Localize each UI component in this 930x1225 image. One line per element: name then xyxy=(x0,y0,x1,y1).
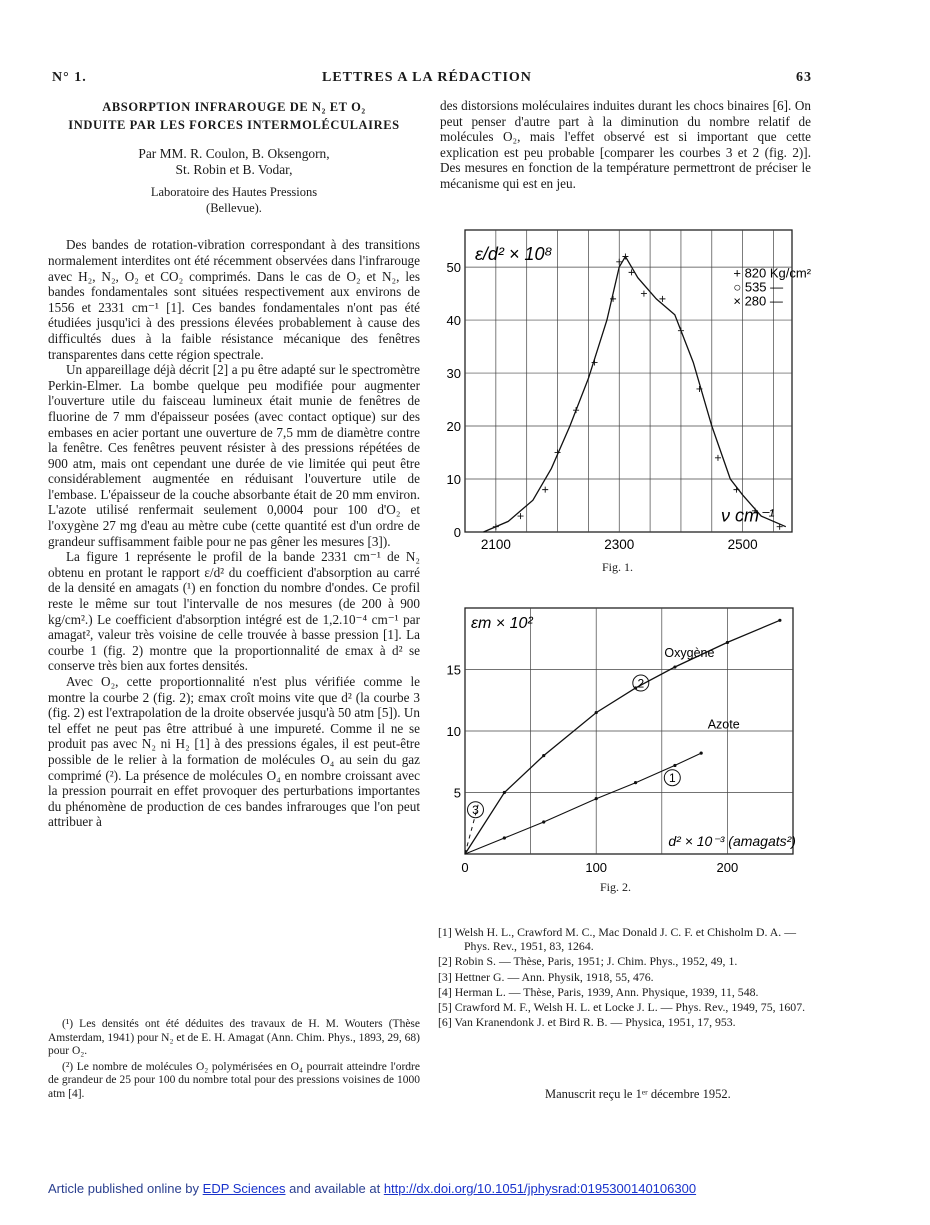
fig2-data-point xyxy=(673,665,676,668)
affiliation xyxy=(48,185,420,216)
page-header-center: LETTRES A LA RÉDACTION xyxy=(322,70,532,85)
reference-2: [2] Robin S. — Thèse, Paris, 1951; J. Chim. Phys., 1952, 49, 1. xyxy=(438,954,738,969)
fig2-data-point xyxy=(595,711,598,714)
fig1-data-point xyxy=(659,296,665,302)
fig2-ylabel: εm × 10² xyxy=(471,615,533,632)
fig1-ytick-label: 40 xyxy=(446,313,461,329)
fig2-ytick-label: 5 xyxy=(453,785,461,801)
figure-1 xyxy=(440,222,820,562)
footer-prefix: Article published online by xyxy=(48,1181,203,1196)
paragraph-1: Des bandes de rotation-vibration correspondant à des transitions normalement interdites ont été récemment observées dans l'infrarouge avec H₂, N₂, O₂ et CO₂ comprimés. Dans le cas de O₂ et N₂, les bandes fondamentales sont situées respectivement aux environs de 1556 et 2331 cm⁻¹ [1]. Ces bandes fondamentales n'ont pas été étudiées jusqu'ici à des pressions élevées probablement à cause des difficultés dues à la faible résistance mécanique des fenêtres transparentes dans cette région spectrale. xyxy=(48,237,420,362)
footnote-2: (²) Le nombre de molécules O₂ polymérisées en O₄ pourrait atteindre l'ordre de grandeur de 25 pour 100 du nombre total pour des pressions voisines de 1000 atm [4]. xyxy=(48,1060,420,1100)
fig2-xtick-label: 200 xyxy=(716,860,739,875)
left-column xyxy=(48,98,420,830)
paragraph-3: La figure 1 représente le profil de la bande 2331 cm⁻¹ de N₂ obtenu en protant le rapport ε/d² du coefficient d'absorption au carré de la densité en amagats (¹) en fonction du nombre d'ondes. Ce profil reste le même sur tout l'intervalle de nos mesures (de 200 à 900 kg/cm².) Le coefficient d'absorption intégré est de 1,2.10⁻⁴ cm⁻¹ par amagat², valeur très voisine de celle trouvée à basse pression [1]. La courbe 1 (fig. 2) montre que la proportionnalité de εmax à d² se conserve très bien aux fortes densités. xyxy=(48,549,420,674)
fig1-legend-entry: + 820 Kg/cm² xyxy=(733,265,812,281)
title-line-1: ABSORPTION INFRAROUGE DE N₂ ET O₂ xyxy=(102,100,366,114)
authors xyxy=(48,146,420,177)
publication-footer xyxy=(48,1181,696,1196)
paragraph-5: des distorsions moléculaires induites durant les chocs binaires [6]. On peut penser d'autre part à la diminution du nombre relatif de molécules O₂, mais l'effet observé est si important que cette explication est peu probable [comparer les courbes 3 et 2 (fig. 2)]. Des mesures en fonction de la température permettront de préciser le mécanisme qui est en jeu. xyxy=(440,98,811,191)
edp-sciences-link[interactable]: EDP Sciences xyxy=(202,1181,286,1196)
fig2-curve-number: 1 xyxy=(668,771,676,786)
fig2-data-point xyxy=(542,754,545,757)
affiliation-line-1: Laboratoire des Hautes Pressions xyxy=(150,185,318,200)
fig1-data-point xyxy=(573,407,579,413)
references xyxy=(438,925,812,1030)
doi-link[interactable]: http://dx.doi.org/10.1051/jphysrad:0195300140106300 xyxy=(383,1181,697,1196)
fig1-ytick-label: 50 xyxy=(446,260,461,276)
fig1-data-point xyxy=(641,291,647,297)
authors-line-1: Par MM. R. Coulon, B. Oksengorn, xyxy=(138,146,330,161)
fig1-legend-entry: × 280 — xyxy=(733,293,783,309)
reference-5: [5] Crawford M. F., Welsh H. L. et Locke J. L. — Phys. Rev., 1949, 75, 1607. xyxy=(438,1000,806,1015)
reference-6: [6] Van Kranendonk J. et Bird R. B. — Physica, 1951, 17, 953. xyxy=(438,1015,736,1030)
fig2-ytick-label: 15 xyxy=(446,662,461,678)
footer-middle: and available at xyxy=(285,1181,384,1196)
footnote-1: (¹) Les densités ont été déduites des travaux de H. M. Wouters (Thèse Amsterdam, 1941) pour N₂ et de E. H. Amagat (Ann. Chim. Phys., 1893, 29, 68) pour O₂. xyxy=(48,1018,420,1057)
fig1-ytick-label: 20 xyxy=(446,419,461,435)
fig1-legend-entry: ○ 535 — xyxy=(733,279,784,295)
fig1-xlabel: ν cm⁻¹ xyxy=(721,505,775,526)
paragraph-4: Avec O₂, cette proportionnalité n'est plus vérifiée comme le montre la courbe 2 (fig. 2); εmax croît moins vite que d² (la courbe 3 (fig. 2) est l'extrapolation de la droite observée jusqu'à 50 atm [5]). Un tel effet ne peut pas être attribué à une impureté. Comme il ne se produit pas avec N₂ ni H₂ [1] à des pressions égales, il est peut-être possible de le relier à la formation de molécules O₄ au sein du gaz comprimé (²). La présence de molécules O₄ en nombre croissant avec la pression pourrait en effet provoquer des perturbations importantes du phénomène de production de ces bandes infrarouges que l'on peut attribuer à xyxy=(48,674,420,830)
fig2-data-point xyxy=(726,641,729,644)
fig2-data-point xyxy=(700,752,703,755)
fig1-data-point xyxy=(493,524,499,530)
footnotes xyxy=(48,1018,420,1103)
fig2-curve-number: 3 xyxy=(472,803,479,818)
right-column-text xyxy=(440,98,811,192)
page-header-page-number: 63 xyxy=(796,70,812,85)
fig2-xlabel: d² × 10⁻³ (amagats²) xyxy=(668,833,796,849)
fig2-xtick-label: 100 xyxy=(585,860,608,875)
reference-4: [4] Herman L. — Thèse, Paris, 1939, Ann. Physique, 1939, 11, 548. xyxy=(438,984,759,999)
figure-2 xyxy=(440,598,820,878)
fig2-oxygen-label: Oxygène xyxy=(664,646,715,661)
figure-1-caption: Fig. 1. xyxy=(602,560,634,574)
fig1-ytick-label: 10 xyxy=(446,472,461,488)
figure-2-caption: Fig. 2. xyxy=(600,880,632,894)
reference-1: [1] Welsh H. L., Crawford M. C., Mac Donald J. C. F. et Chisholm D. A. — Phys. Rev., 1951, 83, 1264. xyxy=(438,925,797,954)
fig1-ytick-label: 0 xyxy=(453,525,461,540)
fig2-data-point xyxy=(634,781,637,784)
fig1-data-point xyxy=(678,328,684,334)
fig2-azote-label: Azote xyxy=(707,717,740,732)
fig1-data-point xyxy=(715,455,721,461)
fig1-xtick-label: 2300 xyxy=(604,537,635,552)
fig2-series-line xyxy=(465,620,780,854)
fig2-data-point xyxy=(595,797,598,800)
fig2-data-point xyxy=(503,836,506,839)
fig1-data-point xyxy=(622,253,628,259)
fig2-data-point xyxy=(778,619,781,622)
figure-1-chart xyxy=(440,222,820,562)
reference-3: [3] Hettner G. — Ann. Physik, 1918, 55, 476. xyxy=(438,969,654,984)
fig1-xtick-label: 2100 xyxy=(480,537,511,552)
fig2-xtick-label: 0 xyxy=(461,860,469,875)
fig1-ytick-label: 30 xyxy=(446,366,461,382)
fig2-data-point xyxy=(503,791,506,794)
fig2-data-point xyxy=(542,820,545,823)
fig1-data-point xyxy=(542,487,548,493)
affiliation-line-2: (Bellevue). xyxy=(206,200,262,215)
title-line-2: INDUITE PAR LES FORCES INTERMOLÉCULAIRES xyxy=(68,118,400,132)
fig1-ylabel: ε/d² × 10⁸ xyxy=(475,244,553,264)
paragraph-2: Un appareillage déjà décrit [2] a pu être adapté sur le spectromètre Perkin-Elmer. La bombe quelque peu modifiée pour augmenter l'ouverture utile du faisceau lumineux était munie de fenêtres de fluorine de 7 mm d'épaisseur posées (avec contact optique) sur des embases en acier portant une ouverture de 7,5 mm de diamètre contre la fenêtre. Ces fenêtres peuvent résister à des pressions répétées de 900 atm, mais ont cependant une durée de vie limitée qui peut être considérablement augmentée en réduisant l'ouverture utile de l'embase. L'épaisseur de la couche absorbante était de 20 mm environ. L'azote utilisé renfermait seulement 0,0004 pour 100 d'O₂ et l'oxygène 27 mg d'eau au mètre cube (cette quantité est d'un ordre de grandeur suffisamment faible pour ne pas gêner les mesures [3]). xyxy=(48,362,420,549)
page-header-left: N° 1. xyxy=(52,70,87,85)
article-title xyxy=(48,98,420,134)
fig2-ytick-label: 10 xyxy=(446,724,461,739)
figure-2-chart xyxy=(440,598,820,878)
fig2-series-line xyxy=(465,753,701,854)
fig2-curve-number: 2 xyxy=(637,676,645,691)
authors-line-2: St. Robin et B. Vodar, xyxy=(175,161,293,177)
received-date: Manuscrit reçu le 1ᵉʳ décembre 1952. xyxy=(545,1087,731,1101)
fig2-data-point xyxy=(673,764,676,767)
fig1-xtick-label: 2500 xyxy=(727,537,758,552)
fig1-data-point xyxy=(733,487,739,493)
fig1-data-point xyxy=(518,513,524,519)
